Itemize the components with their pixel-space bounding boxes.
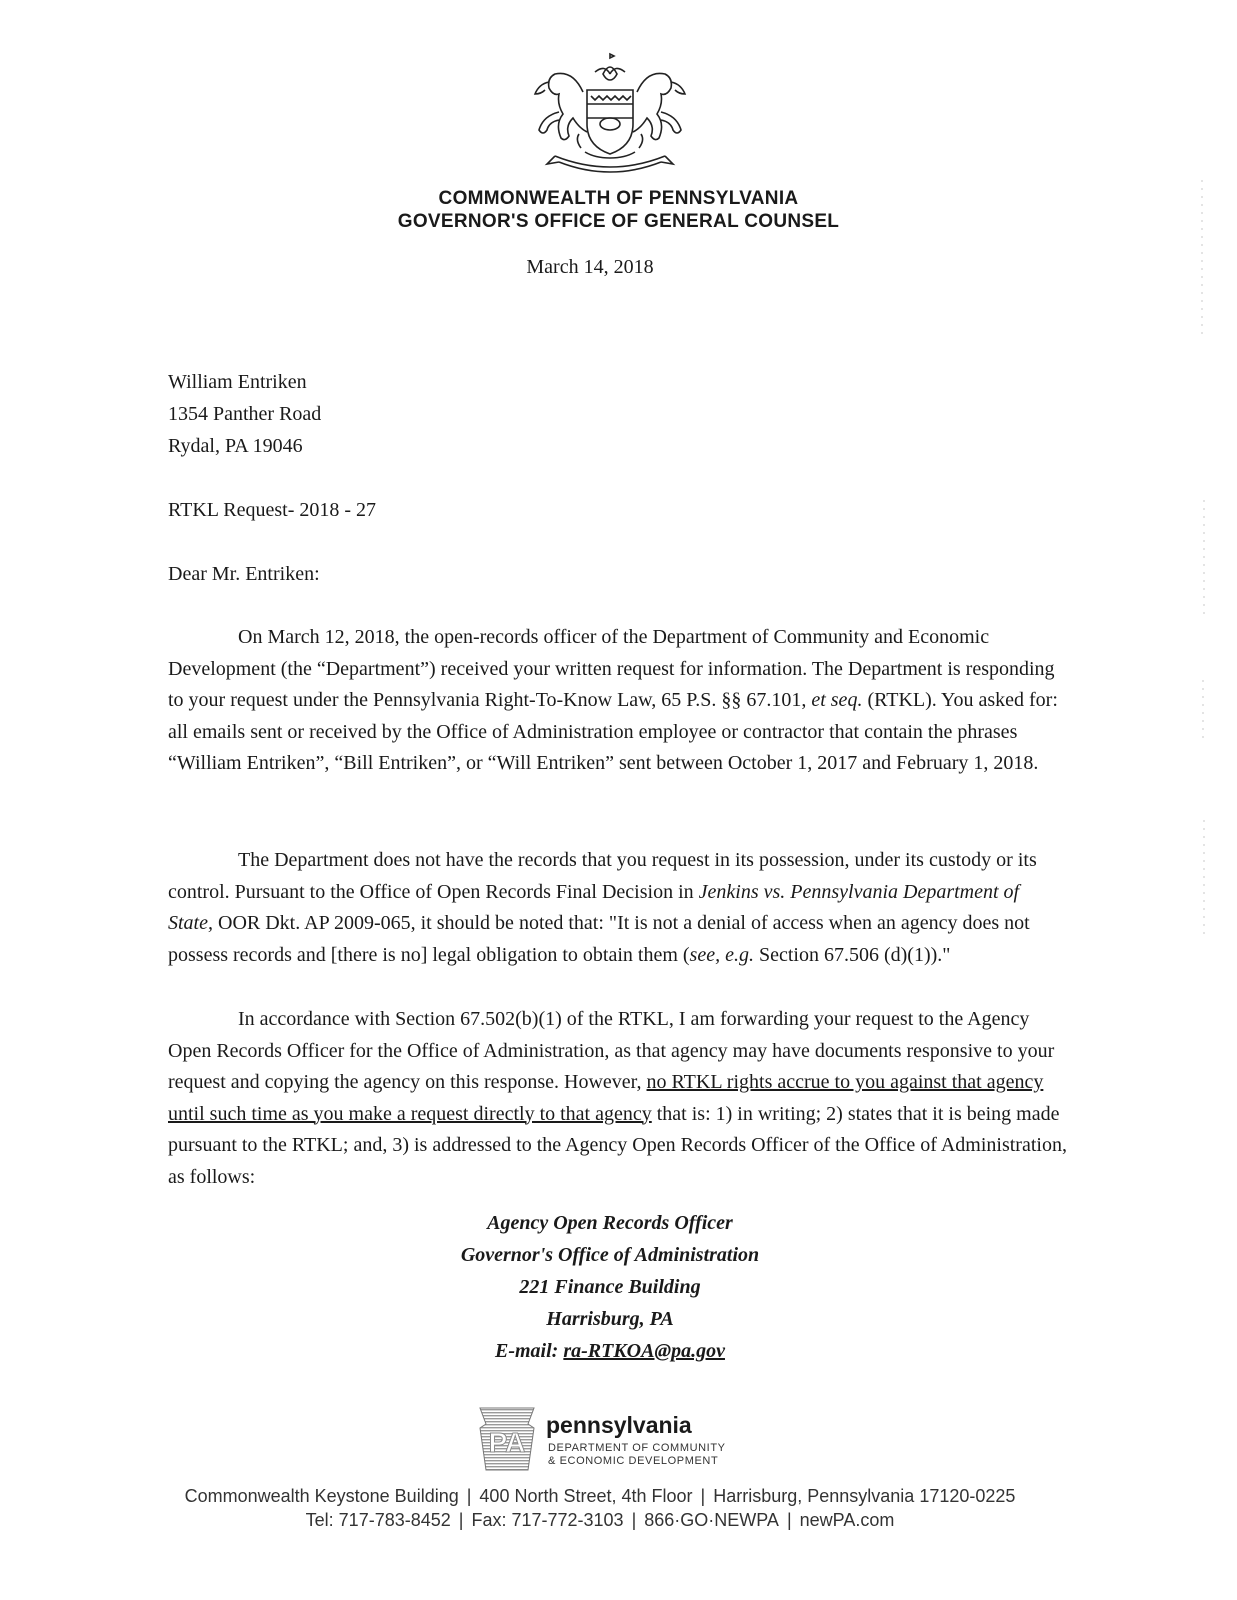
paragraph-1 <box>168 622 1068 780</box>
address-block <box>300 1207 920 1367</box>
footer-separator: | <box>458 1510 464 1530</box>
footer-separator: | <box>631 1510 637 1530</box>
footer-street: 400 North Street, 4th Floor <box>479 1486 693 1506</box>
letter-date: March 14, 2018 <box>526 256 654 278</box>
footer-toll-free: 866·GO·NEWPA <box>644 1510 779 1530</box>
email-link[interactable]: ra-RTKOA@pa.gov <box>563 1340 725 1362</box>
logo-dept-line-1: DEPARTMENT OF COMMUNITY <box>548 1442 726 1454</box>
recipient-street: 1354 Panther Road <box>168 403 322 425</box>
paragraph-2-text-b: OOR Dkt. AP 2009-065, it should be noted that: "It is not a denial of access when an agency does not possess records and [there is no] legal obligation to obtain them ( <box>168 912 1030 966</box>
paragraph-3-text-b: that is: 1) in writing; 2) states that it is being made pursuant to the RTKL; and, 3) is addressed to the Agency Open Records Officer of the Office of Administration, as follows: <box>168 1102 1067 1188</box>
footer-separator: | <box>786 1510 792 1530</box>
scan-edge-artifact <box>1198 180 1212 1280</box>
paragraph-2-text-a: The Department does not have the records that you request in its possession, under its custody or its control. Pursuant to the Office of Open Records Final Decision in <box>168 849 1037 903</box>
paragraph-2 <box>168 845 1068 971</box>
recipient-city: Rydal, PA 19046 <box>168 435 303 457</box>
footer-separator: | <box>466 1486 472 1506</box>
case-name: Jenkins vs. Pennsylvania Department of State, <box>168 880 1020 934</box>
footer-separator: | <box>700 1486 706 1506</box>
footer-tel: Tel: 717-783-8452 <box>305 1510 451 1530</box>
paragraph-1-text-b: (RTKL). You asked for: all emails sent or received by the Office of Administration employee or contractor that contain the phrases “William Entriken”, “Bill Entriken”, or “Will Entriken” sent between October 1, 2017 and February 1, 2018. <box>168 689 1058 774</box>
salutation: Dear Mr. Entriken: <box>168 563 320 585</box>
email-label: E-mail: <box>495 1340 564 1362</box>
logo-dept <box>548 1442 726 1468</box>
paragraph-2-text-c: Section 67.506 (d)(1))." <box>753 943 951 966</box>
pennsylvania-coat-of-arms-icon <box>525 52 695 176</box>
request-reference: RTKL Request- 2018 - 27 <box>168 499 377 521</box>
logo-name: pennsylvania <box>546 1412 692 1438</box>
footer-website[interactable]: newPA.com <box>799 1510 895 1530</box>
recipient-name: William Entriken <box>168 371 307 393</box>
footer-building: Commonwealth Keystone Building <box>184 1486 459 1506</box>
keystone-pa-icon <box>476 1406 538 1472</box>
logo-mark-text: PA <box>488 1427 526 1458</box>
see-eg: see, e.g. <box>689 943 754 966</box>
paragraph-1-text-a: On March 12, 2018, the open-records officer of the Department of Community and Economic Development (the “Department”) received your written request for information. The Department is responding to your request under the Pennsylvania Right-To-Know Law, 65 P.S. §§ 67.101, <box>168 626 1055 711</box>
address-line-3: 221 Finance Building <box>519 1276 701 1298</box>
paragraph-3 <box>168 1004 1068 1193</box>
footer-city: Harrisburg, Pennsylvania 17120-0225 <box>713 1486 1016 1506</box>
footer-line-2 <box>0 1510 1200 1531</box>
paragraph-3-underlined: no RTKL rights accrue to you against that agency until such time as you make a request directly to that agency <box>168 1071 1044 1125</box>
footer-fax: Fax: 717-772-3103 <box>471 1510 624 1530</box>
logo-dept-line-2: & ECONOMIC DEVELOPMENT <box>548 1455 719 1467</box>
dced-logo <box>476 1406 756 1476</box>
address-line-2: Governor's Office of Administration <box>460 1244 760 1266</box>
et-seq: et seq. <box>811 689 863 711</box>
address-email-line <box>300 1335 920 1367</box>
letterhead-line-2: GOVERNOR'S OFFICE OF GENERAL COUNSEL <box>397 211 840 232</box>
address-line-4: Harrisburg, PA <box>546 1308 674 1330</box>
address-line-1: Agency Open Records Officer <box>487 1212 733 1234</box>
letterhead-line-1: COMMONWEALTH OF PENNSYLVANIA <box>438 188 799 209</box>
paragraph-3-text-a: In accordance with Section 67.502(b)(1) of the RTKL, I am forwarding your request to the Agency Open Records Officer for the Office of Administration, as that agency may have documents responsive to your request and copying the agency on this response. However, <box>168 1008 1055 1093</box>
footer-line-1 <box>0 1486 1200 1507</box>
